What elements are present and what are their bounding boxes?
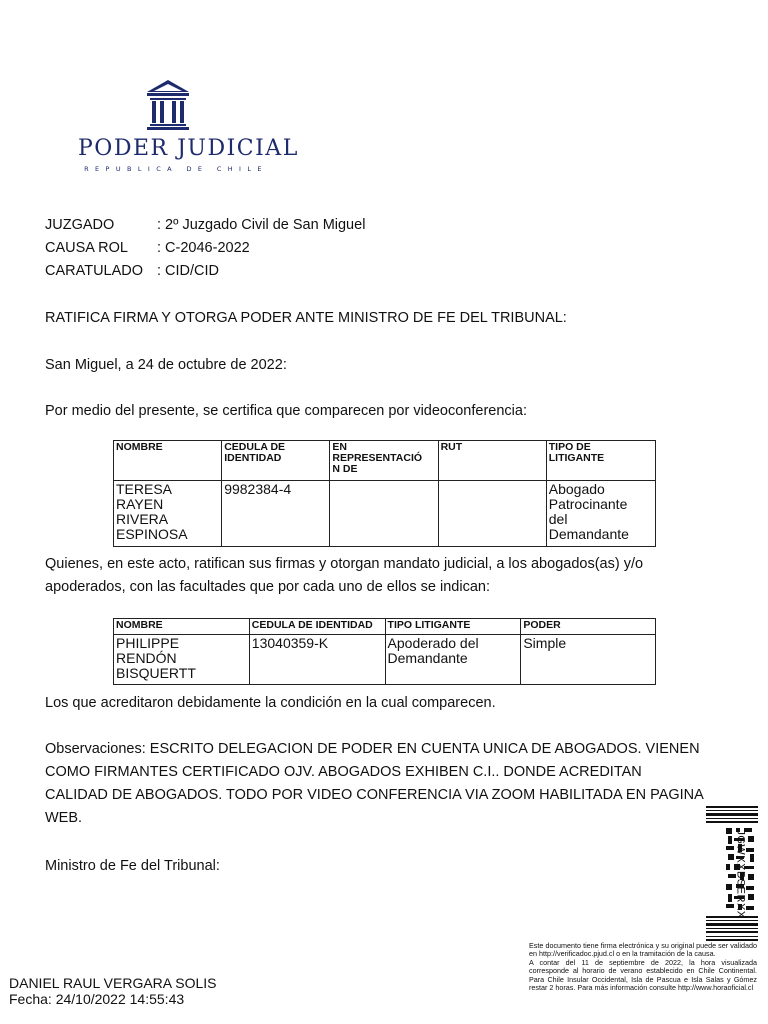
cell-poder: Simple: [521, 635, 656, 685]
verification-barcode-icon: [706, 806, 758, 942]
causa-label: CAUSA ROL: [45, 240, 128, 256]
appearing-parties-table: [113, 440, 656, 547]
minister-label: Ministro de Fe del Tribunal:: [45, 858, 220, 874]
col-rut: RUT: [438, 441, 546, 481]
poder-judicial-logo: [78, 78, 299, 178]
cell-tipo: Apoderado del Demandante: [385, 635, 521, 685]
table-row: [114, 481, 656, 547]
cell-rut: [438, 481, 546, 547]
cell-nombre: TERESA RAYEN RIVERA ESPINOSA: [114, 481, 222, 547]
table-row: [114, 635, 656, 685]
juzgado-row: [45, 214, 365, 237]
cell-cedula: 9982384-4: [222, 481, 330, 547]
col-representacion: EN REPRESENTACIÓ N DE: [330, 441, 438, 481]
col-cedula: CEDULA DE IDENTIDAD: [249, 619, 385, 635]
cell-representacion: [330, 481, 438, 547]
causa-value: : C-2046-2022: [157, 240, 250, 256]
signature-date: Fecha: 24/10/2022 14:55:43: [9, 991, 185, 1007]
col-tipo-litigante: TIPO LITIGANTE: [385, 619, 521, 635]
col-poder: PODER: [521, 619, 656, 635]
disclaimer-time: A contar del 11 de septiembre de 2022, la hora visualizada corresponde al horario de verano establecido en Chile Continental. Para Chile Insular Occidental, Isla de Pascua e Isla Salas y Gómez restar 2 horas. Para más información consulte http://www.horaoficial.cl: [529, 957, 757, 993]
caratulado-label: CARATULADO: [45, 263, 144, 279]
document-heading: RATIFICA FIRMA Y OTORGA PODER ANTE MINISTRO DE FE DEL TRIBUNAL:: [45, 310, 567, 326]
table-header-row: [114, 441, 656, 481]
signer-name: DANIEL RAUL VERGARA SOLIS: [9, 975, 217, 991]
table-header-row: [114, 619, 656, 635]
intro-text: Por medio del presente, se certifica que comparecen por videoconferencia:: [45, 403, 527, 419]
accredited-text: Los que acreditaron debidamente la condición en la cual comparecen.: [45, 695, 496, 711]
electronic-signature-disclaimer: [529, 942, 757, 992]
logo-title: PODER JUDICIAL: [78, 136, 299, 161]
juzgado-label: JUZGADO: [45, 217, 115, 233]
barcode-code: JGWXXBSERXX: [734, 829, 747, 919]
case-info: [45, 214, 365, 283]
observations-text: Observaciones: ESCRITO DELEGACION DE PODER EN CUENTA UNICA DE ABOGADOS. VIENEN COMO FIRMANTES CERTIFICADO OJV. ABOGADOS EXHIBEN C.I.. DONDE ACREDITAN CALIDAD DE ABOGADOS. TODO POR VIDEO CONFERENCIA VIA ZOOM HABILITADA EN PAGINA WEB.: [45, 741, 704, 826]
signer-block: [9, 975, 216, 1007]
caratulado-row: [45, 260, 365, 283]
cell-tipo: Abogado Patrocinante del Demandante: [546, 481, 655, 547]
disclaimer-validation: Este documento tiene firma electrónica y su original puede ser validado en http://verificadoc.pjud.cl o en la tramitación de la causa.: [529, 941, 757, 959]
logo-subtitle: REPUBLICA DE CHILE: [84, 165, 268, 173]
attorneys-table: [113, 618, 656, 685]
cell-nombre: PHILIPPE RENDÓN BISQUERTT: [114, 635, 250, 685]
mandate-text: Quienes, en este acto, ratifican sus firmas y otorgan mandato judicial, a los abogados(as) y/o apoderados, con las facultades que por cada uno de ellos se indican:: [45, 556, 644, 595]
cell-cedula: 13040359-K: [249, 635, 385, 685]
col-nombre: NOMBRE: [114, 441, 222, 481]
causa-row: [45, 237, 365, 260]
col-tipo-litigante: TIPO DE LITIGANTE: [546, 441, 655, 481]
caratulado-value: : CID/CID: [157, 263, 220, 279]
col-nombre: NOMBRE: [114, 619, 250, 635]
juzgado-value: : 2º Juzgado Civil de San Miguel: [157, 217, 366, 233]
courthouse-icon: [144, 78, 192, 134]
col-cedula: CEDULA DE IDENTIDAD: [222, 441, 330, 481]
place-date: San Miguel, a 24 de octubre de 2022:: [45, 357, 287, 373]
